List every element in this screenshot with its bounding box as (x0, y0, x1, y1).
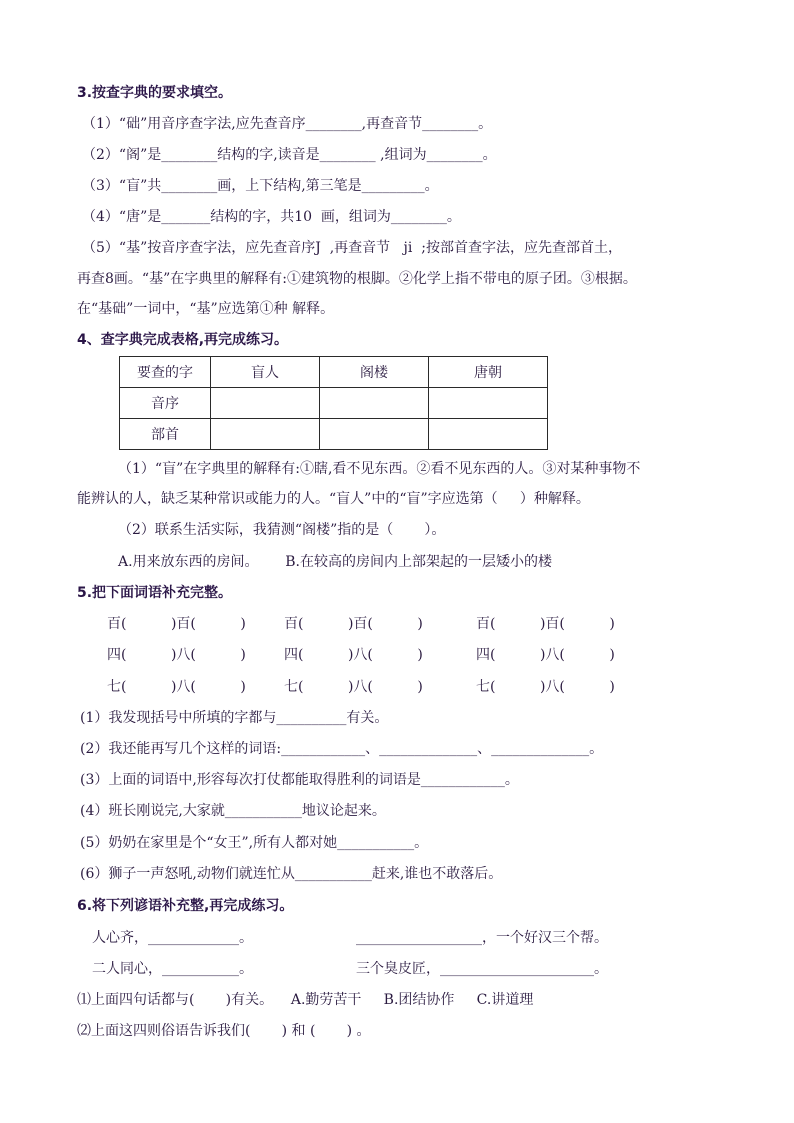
q3-item-4: （4）“唐”是_______结构的字，共10 画，组词为________。 (82, 209, 461, 225)
table-row (120, 388, 548, 419)
q4-item-2: （2）联系生活实际，我猜测“阁楼”指的是（ ）。 (118, 522, 446, 538)
q5-word-cell: 四( )八( ) (284, 647, 423, 663)
q5-word-cell: 七( )八( ) (107, 679, 246, 695)
q6-item-2: ⑵上面这四则俗语告诉我们( ) 和 ( ) 。 (77, 1023, 371, 1039)
q4-title: 4、查字典完成表格,再完成练习。 (77, 332, 289, 348)
q5-word-cell: 百( )百( ) (476, 616, 615, 632)
lookup-table (119, 356, 548, 450)
q6-proverb: 二人同心，___________。 (92, 961, 253, 977)
q5-item-6: (6）狮子一声怒吼,动物们就连忙从___________赶来,谁也不敢落后。 (80, 866, 503, 882)
q4-item-1-line-1: （1）“盲”在字典里的解释有:①瞎,看不见东西。②看不见东西的人。③对某种事物不 (118, 461, 641, 477)
q5-word-cell: 四( )八( ) (476, 647, 615, 663)
q3-item-5-line-3: 在“基础”一词中，“基”应选第①种 解释。 (77, 301, 335, 317)
q4-item-1-line-2: 能辨认的人，缺乏某种常识或能力的人。“盲人”中的“盲”字应选第（ ）种解释。 (77, 491, 590, 507)
q3-item-3: （3）“盲”共________画，上下结构,第三笔是_________。 (82, 178, 439, 194)
q6-proverb: __________________，一个好汉三个帮。 (356, 930, 608, 946)
q6-item-1: ⑴上面四句话都与( )有关。 A.勤劳苦干 B.团结协作 C.讲道理 (77, 992, 534, 1008)
table-cell[interactable] (211, 419, 320, 450)
q5-item-2: (2）我还能再写几个这样的词语:____________、______________、______________。 (80, 741, 604, 757)
q5-word-cell: 四( )八( ) (107, 647, 246, 663)
q3-item-2: （2）“阁”是________结构的字,读音是________ ,组词为________。 (82, 147, 497, 163)
table-cell[interactable] (320, 388, 429, 419)
q5-word-cell: 百( )百( ) (107, 616, 246, 632)
table-cell[interactable] (429, 388, 548, 419)
table-header-row (120, 357, 548, 388)
q5-word-cell: 七( )八( ) (476, 679, 615, 695)
table-header-cell: 盲人 (211, 357, 320, 388)
table-header-cell: 唐朝 (429, 357, 548, 388)
q6-proverb: 人心齐，_____________。 (92, 930, 253, 946)
table-header-cell: 要查的字 (120, 357, 211, 388)
q5-item-3: (3）上面的词语中,形容每次打仗都能取得胜利的词语是____________。 (80, 772, 519, 788)
q4-item-2-options: A.用来放东西的房间。 B.在较高的房间内上部架起的一层矮小的楼 (118, 554, 552, 570)
q6-title: 6.将下列谚语补充整,再完成练习。 (77, 898, 294, 914)
q5-word-cell: 百( )百( ) (284, 616, 423, 632)
q5-word-cell: 七( )八( ) (284, 679, 423, 695)
table-row (120, 419, 548, 450)
q6-proverb: 三个臭皮匠，______________________。 (356, 961, 608, 977)
table-row-label: 部首 (120, 419, 211, 450)
q5-item-5: (5）奶奶在家里是个“女王”,所有人都对她___________。 (80, 835, 429, 851)
q5-title: 5.把下面词语补充完整。 (77, 585, 233, 601)
q3-item-1: （1）“础”用音序查字法,应先查音序________,再查音节________。 (82, 116, 493, 132)
q3-item-5-line-2: 再查8画。“基”在字典里的解释有:①建筑物的根脚。②化学上指不带电的原子团。③根据。 (77, 271, 637, 287)
table-row-label: 音序 (120, 388, 211, 419)
table-cell[interactable] (429, 419, 548, 450)
q5-item-1: (1）我发现括号中所填的字都与__________有关。 (80, 710, 389, 726)
table-cell[interactable] (211, 388, 320, 419)
table-cell[interactable] (320, 419, 429, 450)
table-header-cell: 阁楼 (320, 357, 429, 388)
q3-item-5-line-1: （5）“基”按音序查字法，应先查音序J ,再查音节 ji ;按部首查字法，应先查部首土， (82, 240, 622, 256)
q5-item-4: (4）班长刚说完,大家就___________地议论起来。 (80, 803, 386, 819)
q3-title: 3.按查字典的要求填空。 (77, 85, 233, 101)
